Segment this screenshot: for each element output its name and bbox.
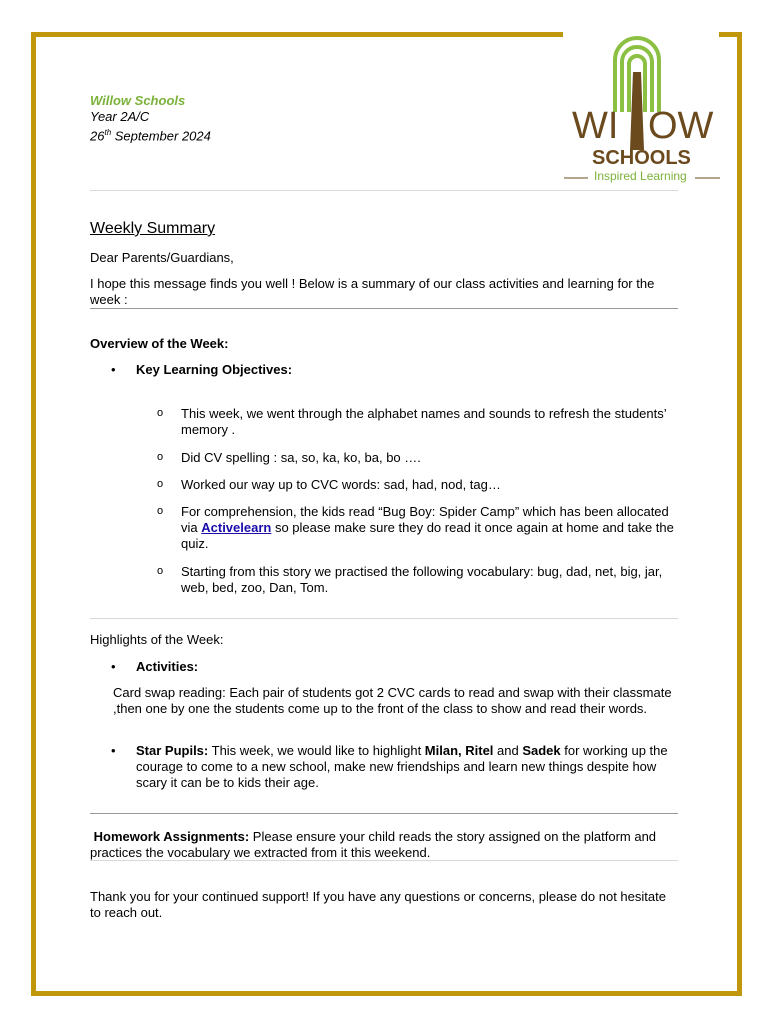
logo-wordmark-left: WI	[572, 105, 619, 147]
list-item-text: For comprehension, the kids read “Bug Boy: Spider Camp” which has been allocated via	[181, 504, 669, 535]
activities-text: Card swap reading: Each pair of students got 2 CVC cards to read and swap with their classmate ,then one by one the students come up to the front of the class to show and read their words.	[113, 685, 672, 716]
logo-wordmark-right: OW	[648, 105, 714, 147]
bullet-dot: •	[111, 743, 116, 758]
homework	[90, 829, 680, 861]
list-item	[181, 504, 676, 552]
star-pupils-name3: Sadek	[522, 743, 561, 758]
divider	[90, 308, 678, 309]
letter-date	[90, 125, 211, 144]
logo-sub: SCHOOLS	[592, 147, 691, 169]
date-suffix: th	[104, 128, 112, 137]
date-day: 26	[90, 128, 105, 144]
greeting: Dear Parents/Guardians,	[90, 250, 234, 265]
list-item: Did CV spelling : sa, so, ka, ko, ba, bo ….	[181, 450, 421, 465]
activelearn-link[interactable]: Activelearn	[201, 520, 272, 535]
star-pupils-text: This week, we would like to highlight	[208, 743, 425, 758]
bullet-dot: •	[111, 659, 116, 674]
homework-text: Please ensure your child reads the story assigned on the platform and practices the vocabulary we extracted from it this weekend.	[90, 829, 657, 860]
sub-bullet: o	[157, 478, 164, 490]
highlights-heading: Highlights of the Week:	[90, 632, 224, 647]
closing-text: Thank you for your continued support! If you have any questions or concerns, please do not hesitate to reach out.	[90, 889, 666, 920]
divider	[90, 618, 678, 619]
bullet-dot: •	[111, 362, 116, 377]
divider	[90, 860, 678, 861]
willow-schools-logo	[560, 32, 725, 184]
list-item-tail: so please make sure they do read it once again at home and take the quiz.	[181, 520, 674, 551]
sub-bullet: o	[157, 451, 164, 463]
star-pupils-names: Milan, Ritel	[424, 743, 494, 758]
sub-bullet: o	[157, 565, 164, 577]
list-item: Starting from this story we practised the following vocabulary: bug, dad, net, big, jar, web, bed, zoo, Dan, Tom.	[181, 564, 663, 595]
activities-label: Activities:	[136, 659, 199, 674]
page-title: Weekly Summary	[90, 220, 216, 237]
class-name: Year 2A/C	[90, 109, 150, 124]
divider	[90, 813, 678, 814]
logo-tagline: Inspired Learning	[594, 169, 687, 183]
star-pupils-label: Star Pupils:	[136, 743, 209, 758]
date-rest: September 2024	[111, 128, 211, 144]
objectives-label: Key Learning Objectives:	[136, 362, 293, 377]
star-pupils-and: and	[493, 743, 523, 758]
homework-label: Homework Assignments:	[93, 829, 250, 844]
overview-heading: Overview of the Week:	[90, 336, 229, 351]
list-item: This week, we went through the alphabet names and sounds to refresh the students’ memory .	[181, 406, 667, 437]
divider	[90, 190, 678, 191]
school-name: Willow Schools	[90, 93, 186, 108]
sub-bullet: o	[157, 407, 164, 419]
list-item: Worked our way up to CVC words: sad, had, nod, tag…	[181, 477, 501, 492]
sub-bullet: o	[157, 505, 164, 517]
star-pupils-tail: for working up the courage to come to a new school, make new friendships and learn new things despite how scary it can be to kids their age.	[136, 743, 668, 790]
star-pupils	[136, 743, 678, 791]
intro-text: I hope this message finds you well ! Below is a summary of our class activities and learning for the week :	[90, 276, 655, 307]
letter-header	[90, 93, 211, 144]
